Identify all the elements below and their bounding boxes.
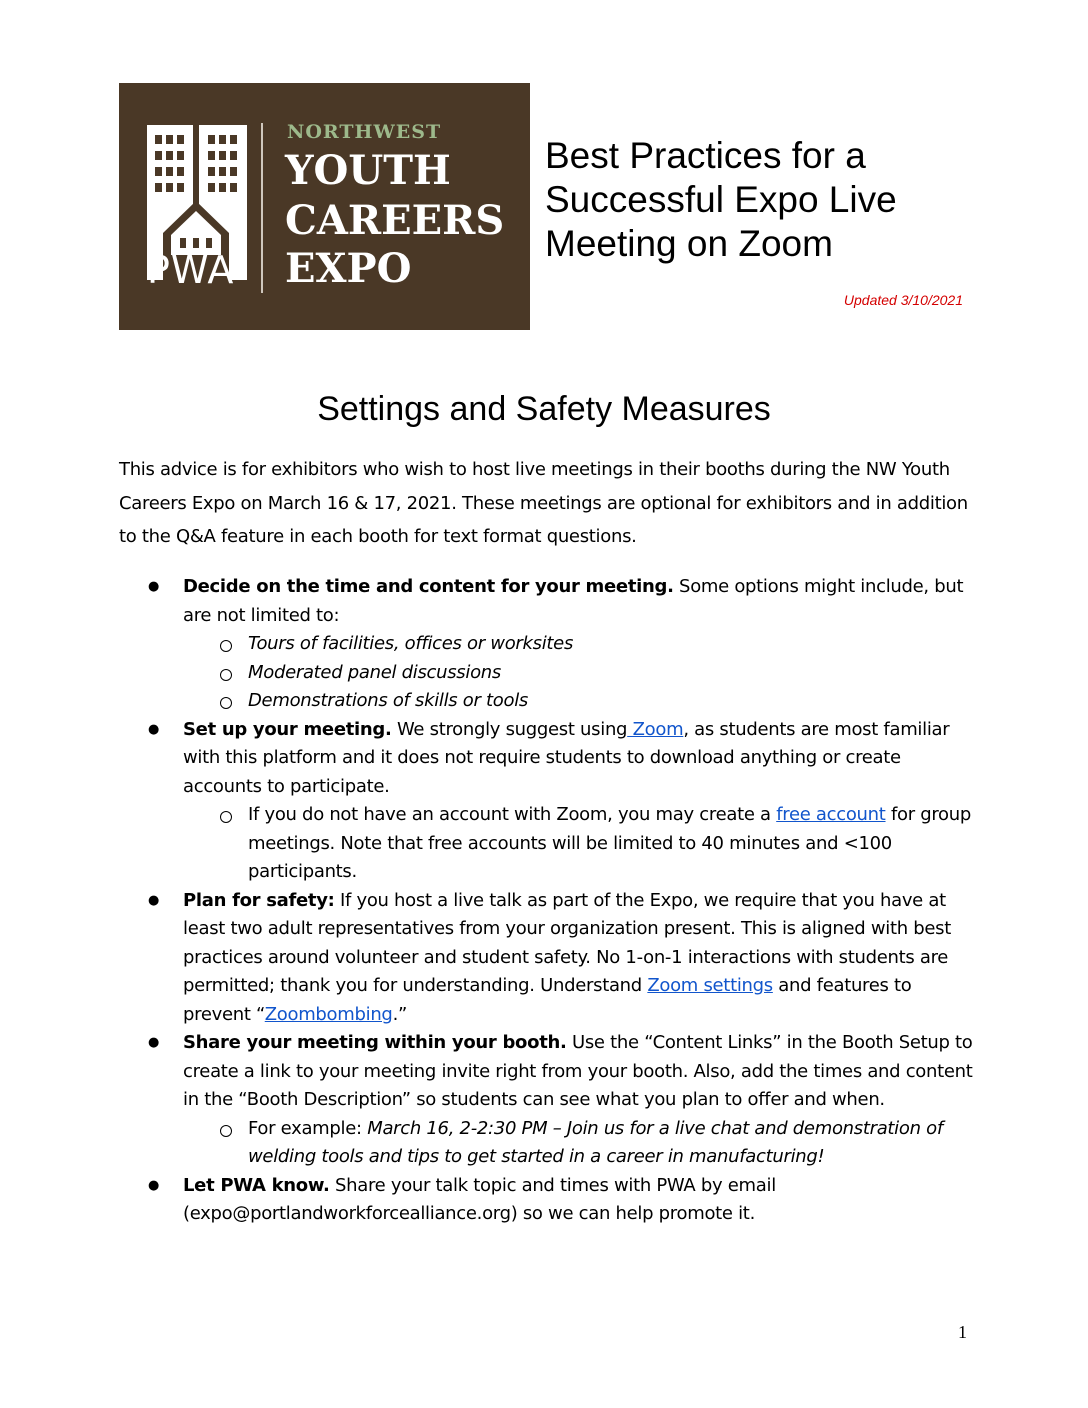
list-item: ● Let PWA know. Share your talk topic and times with PWA by email (expo@portlandworkforcealliance.org) so we can help promote it. xyxy=(140,1172,980,1229)
sub-list xyxy=(183,1115,980,1172)
logo-expo: EXPO xyxy=(285,245,412,292)
expo-logo xyxy=(119,83,530,330)
sub-list-item: Demonstrations of skills or tools xyxy=(183,687,980,716)
logo-pwa: PWA xyxy=(147,248,235,292)
bullet-heading: Set up your meeting. xyxy=(183,718,392,740)
list-item: ● Set up your meeting. We strongly suggest using Zoom, as students are most familiar with this platform and it does not require students to download anything or create accounts to participate. If you do not have an account with Zoom, you may create a free account for group meetings. Note that free accounts will be limited to 40 minutes and <100 participants. xyxy=(140,716,980,887)
zoombombing-link[interactable]: Zoombombing xyxy=(264,1003,393,1025)
sub-list xyxy=(183,630,980,716)
bullet-list xyxy=(140,573,980,1229)
zoom-settings-link[interactable]: Zoom settings xyxy=(647,975,773,996)
bullet-heading: Decide on the time and content for your meeting. xyxy=(183,576,674,597)
bullet-heading: Plan for safety: xyxy=(183,889,335,911)
bullet-heading: Let PWA know. xyxy=(183,1174,330,1196)
list-item: ● Plan for safety: If you host a live talk as part of the Expo, we require that you have at least two adult representatives from your organization present. This is aligned with best practices around volunteer and student safety. No 1-on-1 interactions with students are permitted; thank you for understanding. Understand Zoom settings and features to prevent “Zoombombing.” xyxy=(140,887,980,1030)
list-item: ● Decide on the time and content for your meeting. Some options might include, but are not limited to: Tours of facilities, offices or worksites Moderated panel discussions Demonstrations of skills or tools xyxy=(140,573,980,716)
logo-careers: CAREERS xyxy=(285,197,505,244)
bullet-heading: Share your meeting within your booth. xyxy=(183,1032,567,1053)
section-heading: Settings and Safety Measures xyxy=(317,390,771,428)
logo-youth: YOUTH xyxy=(285,147,451,194)
page-number: 1 xyxy=(958,1322,967,1342)
updated-date: Updated 3/10/2021 xyxy=(843,292,963,308)
sub-list xyxy=(183,801,980,887)
list-item: ● Share your meeting within your booth. Use the “Content Links” in the Booth Setup to create a link to your meeting invite right from your booth. Also, add the times and content in the “Booth Description” so students can see what you plan to offer and when. For example: March 16, 2-2:30 PM – Join us for a live chat and demonstration of welding tools and tips to get started in a career in manufacturing! xyxy=(140,1029,980,1172)
document-title: Best Practices for a Successful Expo Live Meeting on Zoom xyxy=(545,135,897,264)
intro-paragraph: This advice is for exhibitors who wish to host live meetings in their booths during the NW Youth Careers Expo on March 16 & 17, 2021. These meetings are optional for exhibitors and in addition to the Q&A feature in each booth for text format questions. xyxy=(119,459,968,547)
logo-northwest: NORTHWEST xyxy=(287,121,442,143)
sub-list-item: Moderated panel discussions xyxy=(183,659,980,688)
sub-list-item: For example: March 16, 2-2:30 PM – Join us for a live chat and demonstration of welding tools and tips to get started in a career in manufacturing! xyxy=(183,1115,980,1172)
free-account-link[interactable]: free account xyxy=(776,804,886,825)
sub-list-item: If you do not have an account with Zoom, you may create a free account for group meetings. Note that free accounts will be limited to 40 minutes and <100 participants. xyxy=(183,801,980,887)
sub-list-item: Tours of facilities, offices or worksites xyxy=(183,630,980,659)
zoom-link[interactable]: Zoom xyxy=(627,718,684,740)
